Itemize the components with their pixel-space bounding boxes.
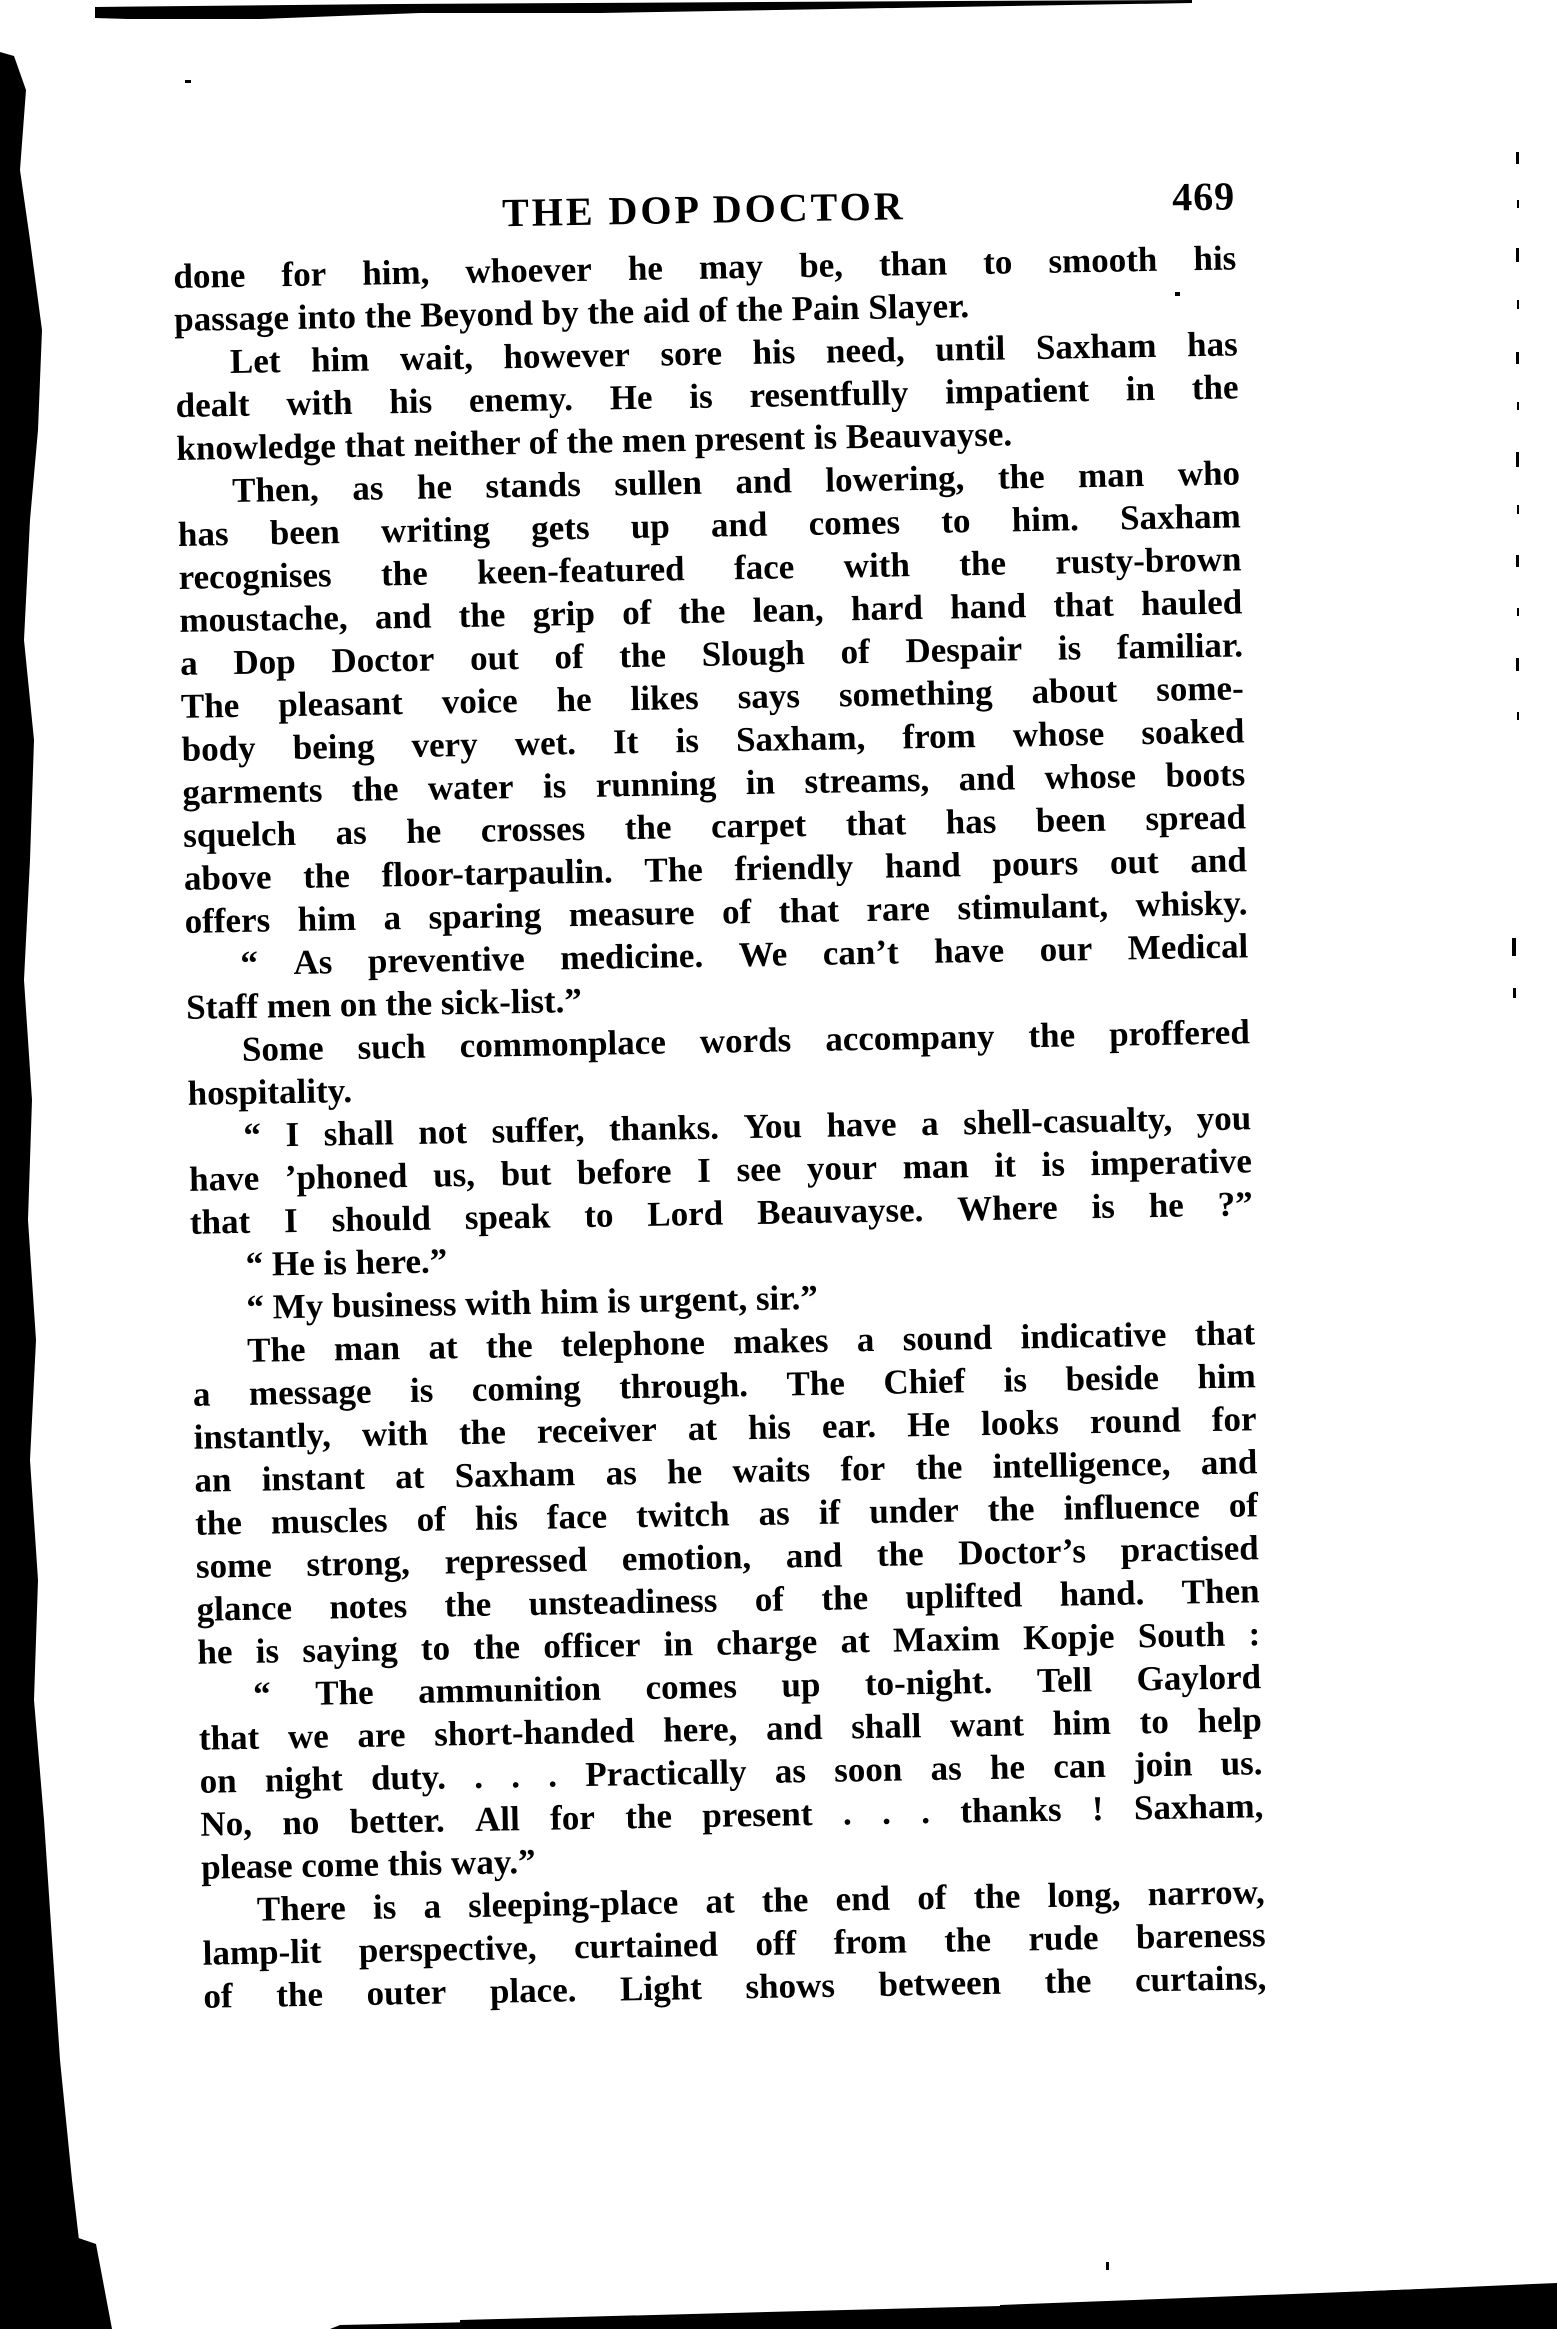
text-line: a Dop Doctor out of the Slough of Despair is familiar. <box>179 625 1244 683</box>
text-line: of the outer place. Light shows between the curtains, <box>203 1958 1267 2016</box>
text-line: have ’phoned us, but before I see your man it is imperative <box>188 1141 1253 1199</box>
running-title: THE DOP DOCTOR <box>501 183 906 236</box>
text-line: Some such commonplace words accompany the proffered <box>241 1012 1251 1069</box>
scan-artifact-binding-strip <box>0 52 92 2329</box>
text-line: “ My business with him is urgent, sir.” <box>246 1277 819 1327</box>
text-line: moustache, and the grip of the lean, hard hand that hauled <box>179 582 1243 640</box>
text-line: No, no better. All for the present . . . thanks ! Saxham, <box>200 1786 1264 1844</box>
text-line: There is a sleeping-place at the end of the long, narrow, <box>256 1872 1265 1929</box>
text-line: dealt with his enemy. He is resentfully impatient in the <box>175 367 1239 425</box>
text-line: Then, as he stands sullen and lowering, the man who <box>231 453 1241 510</box>
text-line: on night duty. . . . Practically as soon as he can join us. <box>199 1743 1263 1801</box>
text-line: lamp-lit perspective, curtained off from the rude bareness <box>202 1915 1266 1973</box>
text-line: offers him a sparing measure of that rare stimulant, whisky. <box>184 883 1248 941</box>
text-line: instantly, with the receiver at his ear. He looks round for <box>193 1399 1257 1457</box>
text-line: hospitality. <box>187 1070 353 1113</box>
scan-artifact-bottom-streak-1 <box>1000 2284 1557 2309</box>
text-line: The pleasant voice he likes says something about some- <box>180 668 1244 726</box>
scan-artifact-bottom-bar <box>330 2283 1557 2329</box>
text-line: Staff men on the sick-list.” <box>185 980 583 1027</box>
text-line: passage into the Beyond by the aid of the Pain Slayer. <box>173 286 970 339</box>
text-line: a message is coming through. The Chief is beside him <box>192 1356 1257 1414</box>
page-content <box>172 173 1267 2017</box>
text-line: done for him, whoever he may be, than to smooth his <box>173 238 1237 296</box>
text-line: that we are short-handed here, and shall want him to help <box>198 1700 1263 1758</box>
scan-artifact-top-bar <box>95 0 1192 19</box>
text-line: that I should speak to Lord Beauvayse. Where is he ?” <box>189 1184 1253 1242</box>
text-line: “ I shall not suffer, thanks. You have a shell-casualty, you <box>243 1098 1252 1155</box>
text-block <box>173 236 1267 2017</box>
text-line: “ The ammunition comes up to-night. Tell Gaylord <box>252 1657 1262 1714</box>
scan-artifact-binding-blob <box>55 2230 112 2329</box>
text-line: garments the water is running in streams, and whose boots <box>182 754 1246 812</box>
text-line: the muscles of his face twitch as if under the influence of <box>194 1485 1259 1543</box>
text-line: “ He is here.” <box>245 1241 448 1284</box>
text-line: please come this way.” <box>200 1841 536 1887</box>
text-line: squelch as he crosses the carpet that has been spread <box>182 797 1247 855</box>
text-line: glance notes the unsteadiness of the uplifted hand. Then <box>196 1571 1260 1629</box>
text-line: body being very wet. It is Saxham, from whose soaked <box>181 711 1245 769</box>
text-line: Let him wait, however sore his need, until Saxham has <box>229 324 1238 382</box>
scan-artifact-bottom-streak-2 <box>460 2306 1000 2323</box>
text-line: some strong, repressed emotion, and the Doctor’s practised <box>195 1528 1260 1586</box>
page-number: 469 <box>1171 173 1236 220</box>
text-line: “ As preventive medicine. We can’t have our Medical <box>240 926 1249 983</box>
text-line: has been writing gets up and comes to him. Saxham <box>177 496 1242 554</box>
text-line: knowledge that neither of the men present is Beauvayse. <box>176 414 1013 468</box>
text-line: recognises the keen-featured face with the rusty-brown <box>178 539 1242 597</box>
text-line: The man at the telephone makes a sound indicative that <box>246 1313 1256 1370</box>
text-line: an instant at Saxham as he waits for the intelligence, and <box>194 1442 1258 1500</box>
scan-artifact-right-dashes <box>1512 152 1519 998</box>
text-line: above the floor-tarpaulin. The friendly hand pours out and <box>183 840 1248 898</box>
text-line: he is saying to the officer in charge at Maxim Kopje South : <box>197 1614 1261 1672</box>
